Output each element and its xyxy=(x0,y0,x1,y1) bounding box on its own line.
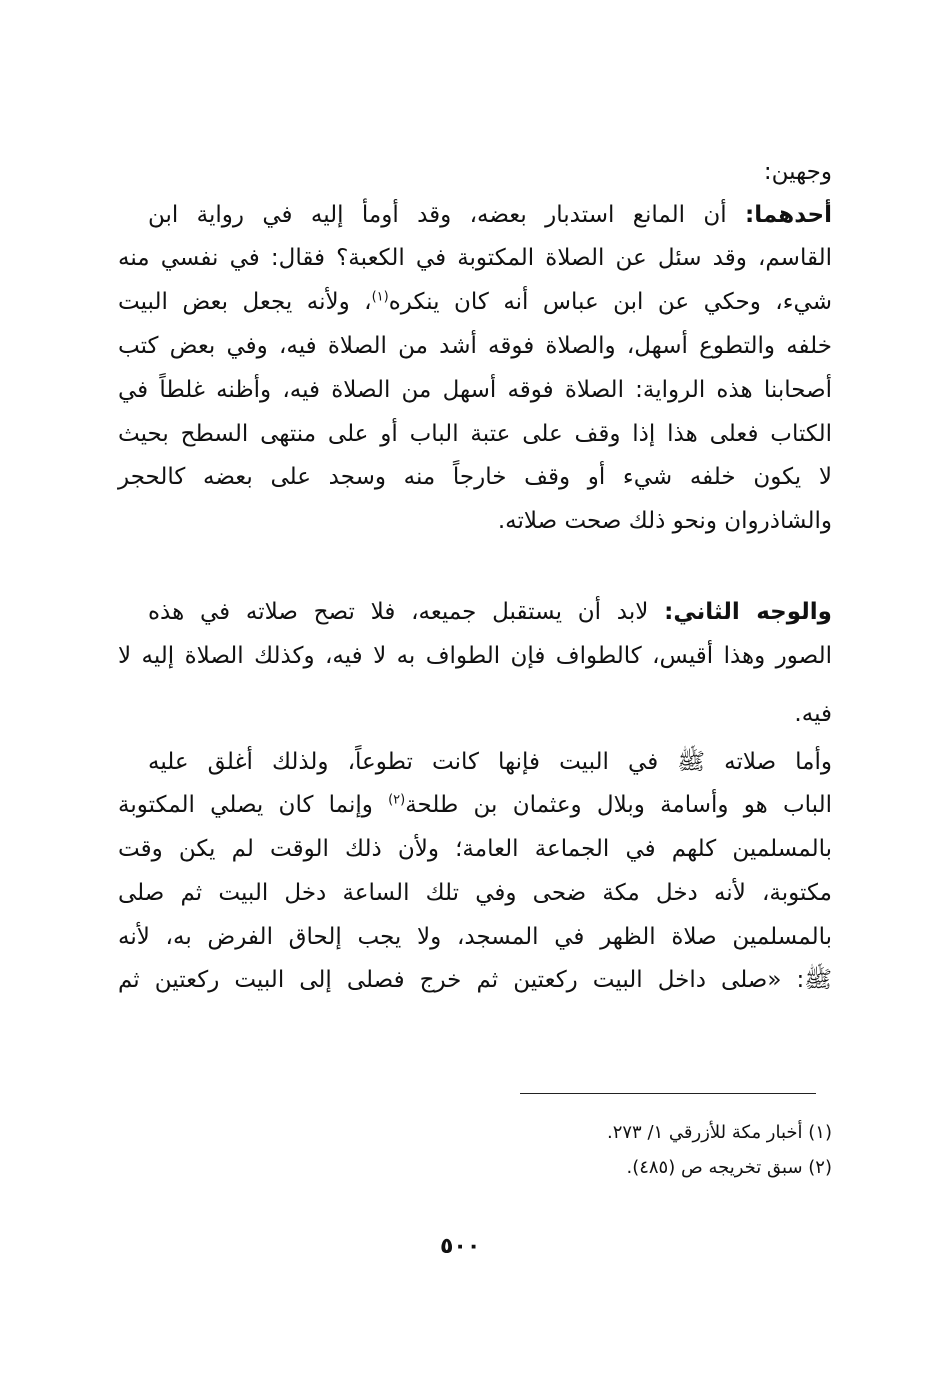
footnote-ref[interactable]: (١) xyxy=(371,289,389,305)
text-segment: ﷺ: «صلى داخل البيت ركعتين ثم خرج فصلى إلى البيت ركعتين ثم xyxy=(118,967,832,993)
text-line xyxy=(118,504,832,538)
text-line xyxy=(118,285,832,319)
text-segment: بالمسلمين كلهم في الجماعة العامة؛ ولأن ذلك الوقت لم يكن وقت xyxy=(118,836,832,862)
text-segment: خلفه والتطوع أسهل، والصلاة فوقه أشد من الصلاة فيه، وفي بعض كتب xyxy=(118,333,832,359)
text-segment: لا يكون خلفه شيء أو وقف خارجاً منه وسجد على بعضه كالحجر xyxy=(118,464,832,490)
footnote-2: (٢) سبق تخريجه ص (٤٨٥). xyxy=(626,1157,832,1178)
text-segment: والشاذروان ونحو ذلك صحت صلاته. xyxy=(497,508,832,534)
text-segment: ، ولأنه يجعل بعض البيت xyxy=(118,289,372,315)
text-line xyxy=(118,963,832,997)
text-segment: وجهين: xyxy=(763,159,832,185)
text-line xyxy=(118,788,832,822)
text-segment: أن المانع استدبار بعضه، وقد أومأ إليه في رواية ابن xyxy=(148,202,746,228)
page-number: ٥٠٠ xyxy=(440,1234,481,1259)
text-line xyxy=(148,745,832,779)
text-line xyxy=(118,697,832,731)
text-line xyxy=(118,832,832,866)
bold-heading: والوجه الثاني: xyxy=(664,599,832,625)
text-line xyxy=(118,460,832,494)
text-line xyxy=(148,595,832,629)
text-line xyxy=(118,920,832,954)
footnote-1: (١) أخبار مكة للأزرقي ١/ ٢٧٣. xyxy=(606,1122,832,1143)
text-line xyxy=(118,329,832,363)
text-segment: بالمسلمين صلاة الظهر في المسجد، ولا يجب إلحاق الفرض به، لأنه xyxy=(118,924,832,950)
text-line xyxy=(118,155,832,189)
text-segment: وإنما كان يصلي المكتوبة xyxy=(118,792,389,818)
text-segment: وأما صلاته ﷺ في البيت فإنها كانت تطوعاً، ولذلك أغلق عليه xyxy=(148,749,832,775)
text-segment: فيه. xyxy=(794,701,832,727)
text-segment: شيء، وحكي عن ابن عباس أنه كان ينكره xyxy=(388,289,832,315)
footnote-divider xyxy=(520,1093,816,1094)
text-line xyxy=(118,417,832,451)
bold-heading: أحدهما: xyxy=(745,202,832,228)
text-line xyxy=(118,876,832,910)
text-line xyxy=(118,639,832,673)
text-segment: أصحابنا هذه الرواية: الصلاة فوقه أسهل من الصلاة فيه، وأظنه غلطاً في xyxy=(118,377,832,403)
text-segment: الباب هو وأسامة وبلال وعثمان بن طلحة xyxy=(405,792,832,818)
text-segment: الكتاب فعلى هذا إذا وقف على عتبة الباب أو على منتهى السطح بحيث xyxy=(118,421,832,447)
text-segment: القاسم، وقد سئل عن الصلاة المكتوبة في الكعبة؟ فقال: في نفسي منه xyxy=(118,245,832,271)
text-line xyxy=(118,241,832,275)
footnote-ref[interactable]: (٢) xyxy=(388,792,406,808)
text-line xyxy=(148,198,832,232)
text-segment: مكتوبة، لأنه دخل مكة ضحى وفي تلك الساعة دخل البيت ثم صلى xyxy=(118,880,832,906)
text-line xyxy=(118,373,832,407)
text-segment: الصور وهذا أقيس، كالطواف فإن الطواف به لا فيه، وكذلك الصلاة إليه لا xyxy=(118,643,832,669)
text-segment: لابد أن يستقبل جميعه، فلا تصح صلاته في هذه xyxy=(148,599,665,625)
